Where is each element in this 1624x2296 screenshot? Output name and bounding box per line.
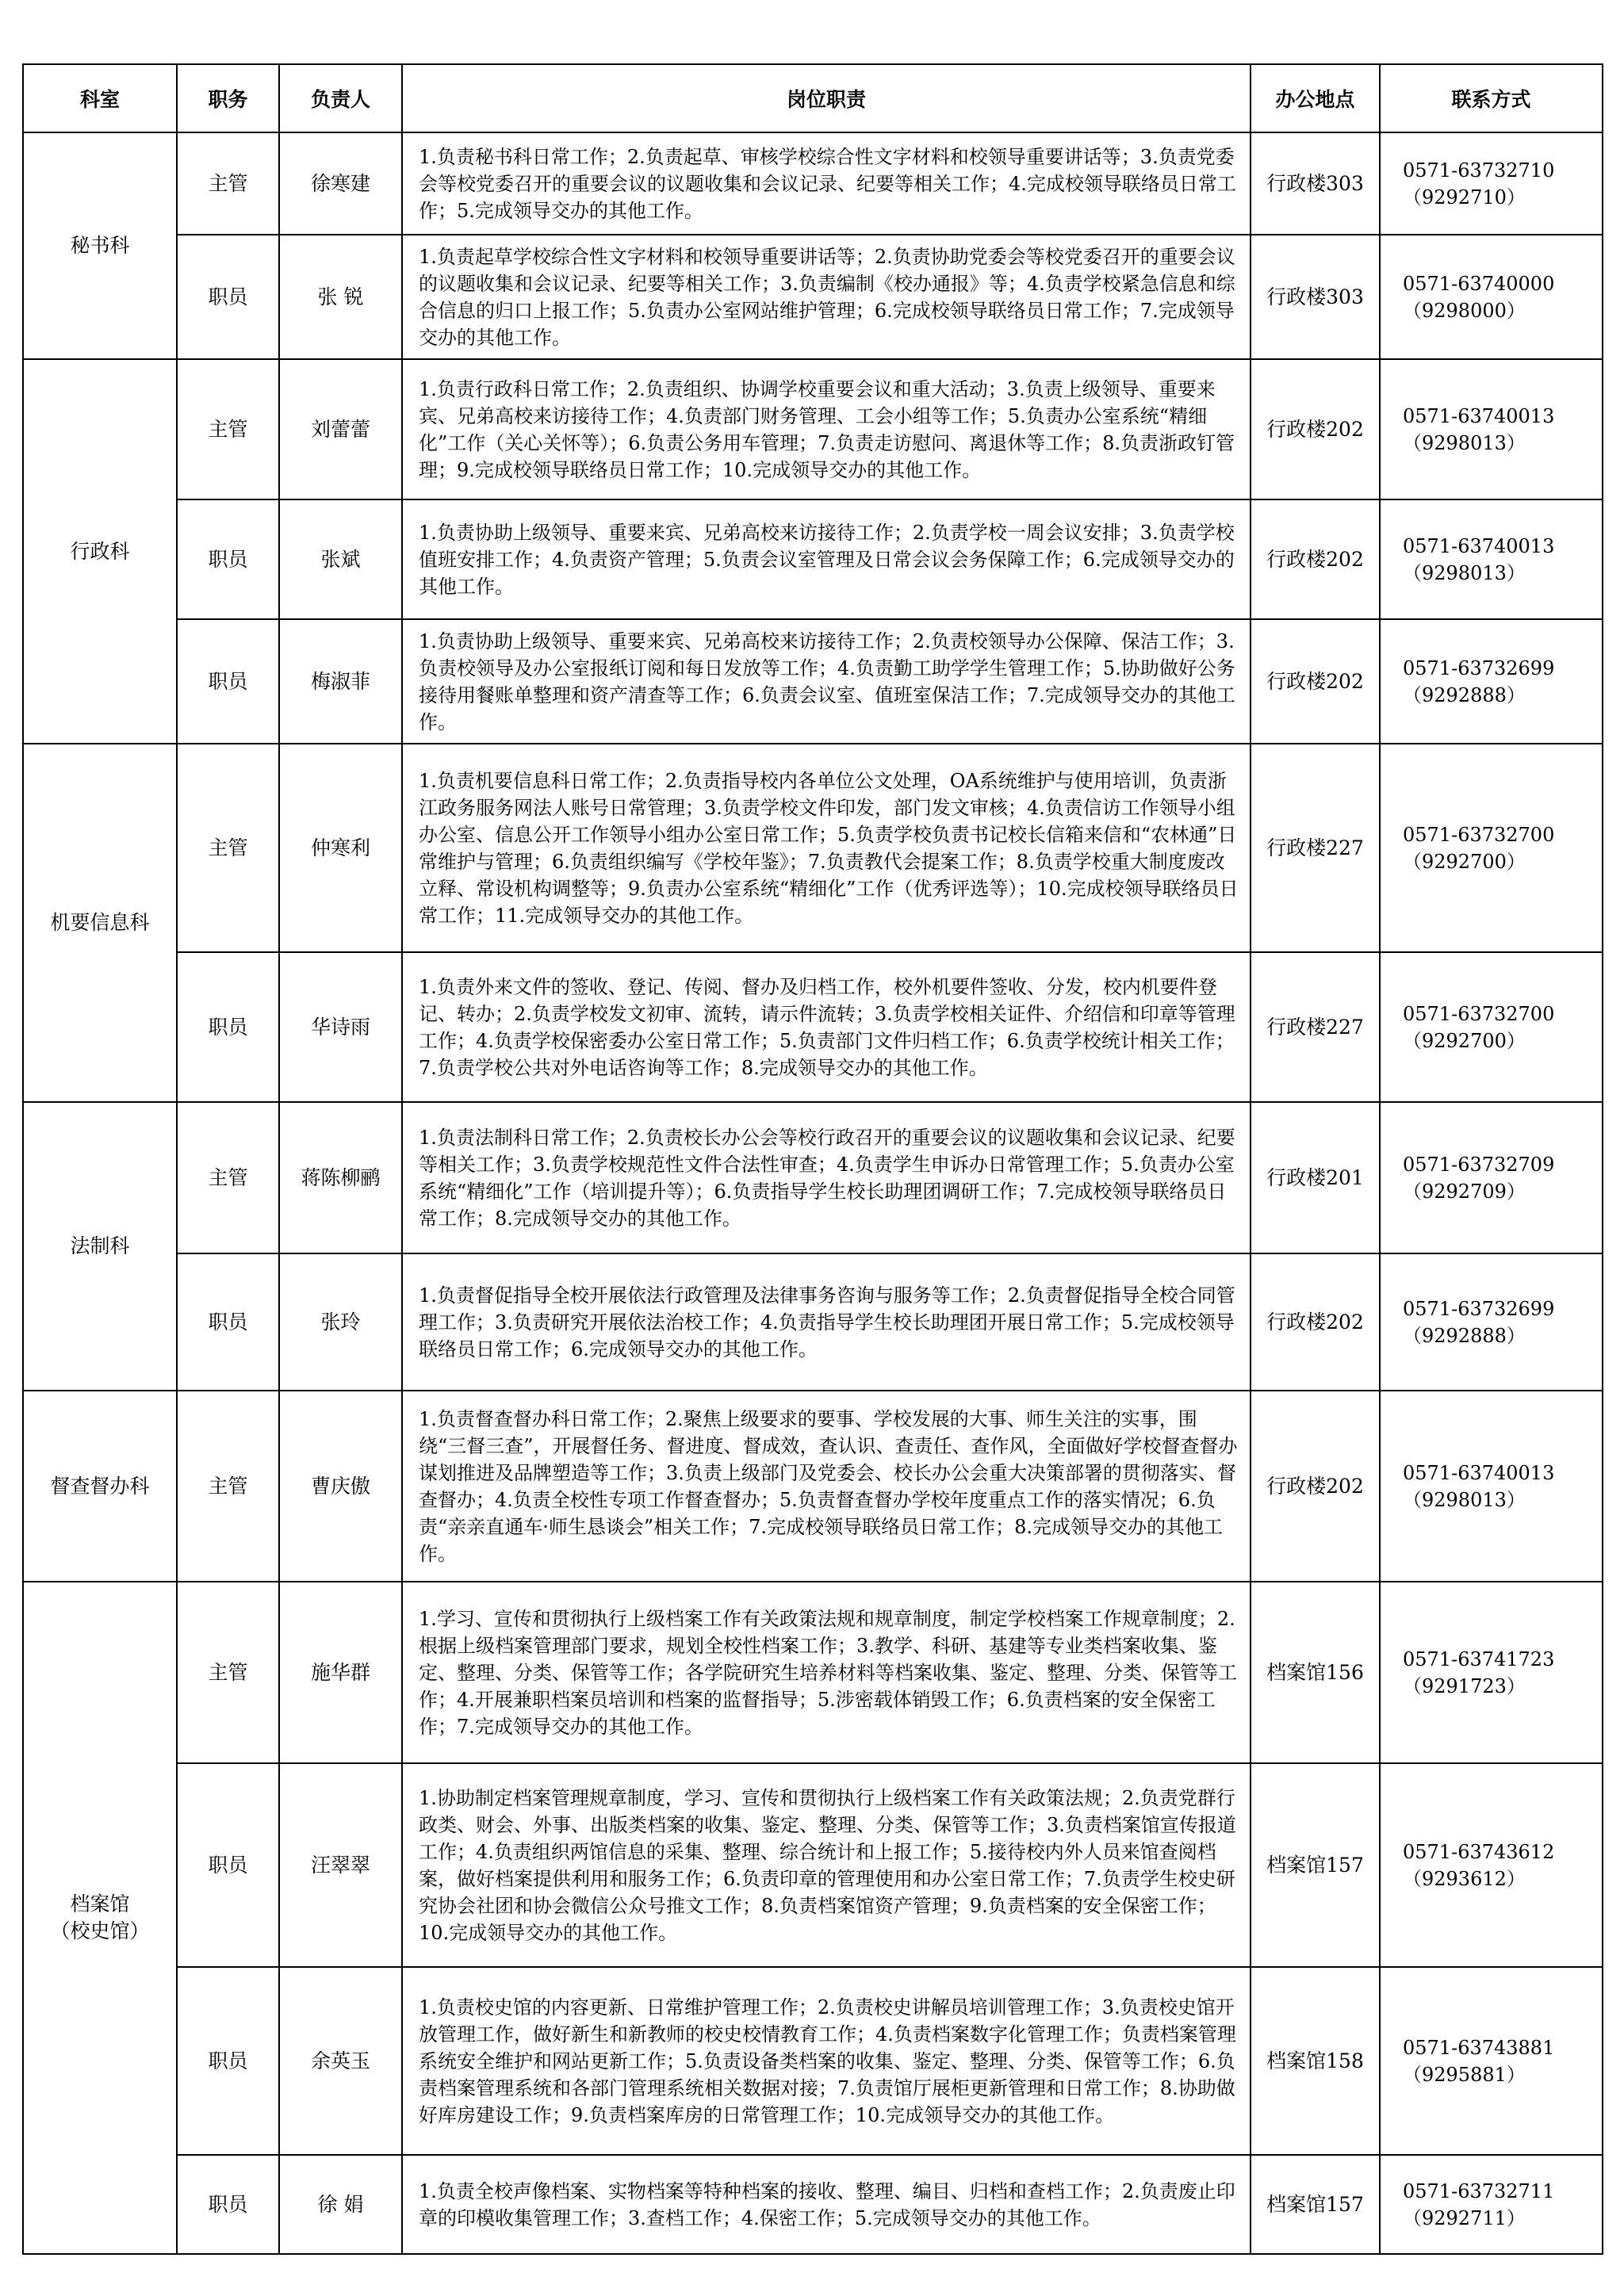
short-number: （9291723） <box>1403 1674 1526 1697</box>
duties-cell: 1.负责法制科日常工作；2.负责校长办公会等校行政召开的重要会议的议题收集和会议记录、纪要等相关工作；3.负责学校规范性文件合法性审查；4.负责学生申诉办日常管理工作；5.负责办公室系统“精细化”工作（培训提升等）；6.负责指导学生校长助理团调研工作；7.完成校领导联络员日常工作；8.完成领导交办的其他工作。 <box>402 1102 1251 1253</box>
phone-number: 0571-63743612 <box>1403 1840 1555 1863</box>
person-cell: 刘蕾蕾 <box>279 359 402 499</box>
header-office: 办公地点 <box>1251 64 1380 132</box>
dept-name-cell <box>23 1102 177 1391</box>
contact-cell <box>1380 1391 1603 1582</box>
office-cell: 行政楼202 <box>1251 359 1380 499</box>
table-row <box>23 499 1603 619</box>
header-position: 职务 <box>177 64 279 132</box>
person-cell: 曹庆傲 <box>279 1391 402 1582</box>
position-cell: 职员 <box>177 1967 279 2155</box>
phone-number: 0571-63740013 <box>1403 1461 1555 1484</box>
duties-cell: 1.学习、宣传和贯彻执行上级档案工作有关政策法规和规章制度，制定学校档案工作规章制度；2.根据上级档案管理部门要求，规划全校性档案工作；3.教学、科研、基建等专业类档案收集、鉴定、整理、分类、保管等工作；各学院研究生培养材料等档案收集、鉴定、整理、分类、保管等工作；4.开展兼职档案员培训和档案的监督指导；5.涉密载体销毁工作；6.负责档案的安全保密工作；7.完成领导交办的其他工作。 <box>402 1582 1251 1763</box>
dept-name: 档案馆 <box>70 1892 130 1915</box>
office-cell: 行政楼227 <box>1251 744 1380 952</box>
person-cell: 蒋陈柳鹂 <box>279 1102 402 1253</box>
position-cell: 主管 <box>177 132 279 235</box>
dept-name: 秘书科 <box>70 234 130 257</box>
table-row <box>23 2155 1603 2254</box>
contact-cell <box>1380 1763 1603 1967</box>
phone-number: 0571-63741723 <box>1403 1647 1555 1670</box>
duties-cell: 1.负责督查督办科日常工作；2.聚焦上级要求的要事、学校发展的大事、师生关注的实事，围绕“三督三查”，开展督任务、督进度、督成效，查认识、查责任、查作风，全面做好学校督查督办谋划推进及品牌塑造等工作；3.负责上级部门及党委会、校长办公会重大决策部署的贯彻落实、督查督办；4.负责全校性专项工作督查督办；5.负责督查督办学校年度重点工作的落实情况；6.负责“亲亲直通车·师生恳谈会”相关工作；7.完成校领导联络员日常工作；8.完成领导交办的其他工作。 <box>402 1391 1251 1582</box>
office-cell: 档案馆156 <box>1251 1582 1380 1763</box>
duties-cell: 1.负责秘书科日常工作；2.负责起草、审核学校综合性文字材料和校领导重要讲话等；3.负责党委会等校党委召开的重要会议的议题收集和会议记录、纪要等相关工作；4.完成校领导联络员日常工作；5.完成领导交办的其他工作。 <box>402 132 1251 235</box>
dept-name: 行政科 <box>70 539 130 563</box>
office-cell: 档案馆158 <box>1251 1967 1380 2155</box>
contact-cell <box>1380 132 1603 235</box>
position-cell: 职员 <box>177 2155 279 2254</box>
phone-number: 0571-63732699 <box>1403 656 1555 679</box>
contact-cell <box>1380 1102 1603 1253</box>
header-dept: 科室 <box>23 64 177 132</box>
table-row <box>23 1582 1603 1763</box>
office-cell: 档案馆157 <box>1251 1763 1380 1967</box>
position-cell: 主管 <box>177 744 279 952</box>
duties-cell: 1.负责起草学校综合性文字材料和校领导重要讲话等；2.负责协助党委会等校党委召开的重要会议的议题收集和会议记录、纪要等相关工作；3.负责编制《校办通报》等；4.负责学校紧急信息和综合信息的归口上报工作；5.负责办公室网站维护管理；6.完成校领导联络员日常工作；7.完成领导交办的其他工作。 <box>402 235 1251 359</box>
position-cell: 职员 <box>177 619 279 744</box>
short-number: （9292700） <box>1403 1029 1526 1052</box>
table-row <box>23 619 1603 744</box>
duties-cell: 1.负责校史馆的内容更新、日常维护管理工作；2.负责校史讲解员培训管理工作；3.负责校史馆开放管理工作，做好新生和新教师的校史校情教育工作；4.负责档案数字化管理工作；负责档案管理系统安全维护和网站更新工作；5.负责设备类档案的收集、鉴定、整理、分类、保管等工作；6.负责档案管理系统和各部门管理系统相关数据对接；7.负责馆厅展柜更新管理和日常工作；8.协助做好库房建设工作；9.负责档案库房的日常管理工作；10.完成领导交办的其他工作。 <box>402 1967 1251 2155</box>
duties-cell: 1.负责机要信息科日常工作；2.负责指导校内各单位公文处理，OA系统维护与使用培训，负责浙江政务服务网法人账号日常管理；3.负责学校文件印发，部门发文审核；4.负责信访工作领导小组办公室、信息公开工作领导小组办公室日常工作；5.负责学校负责书记校长信箱来信和“农林通”日常维护与管理；6.负责组织编写《学校年鉴》；7.负责教代会提案工作；8.负责学校重大制度废改立释、常设机构调整等；9.负责办公室系统“精细化”工作（优秀评选等）；10.完成校领导联络员日常工作；11.完成领导交办的其他工作。 <box>402 744 1251 952</box>
table-row <box>23 1391 1603 1582</box>
duties-cell: 1.负责外来文件的签收、登记、传阅、督办及归档工作，校外机要件签收、分发，校内机要件登记、转办；2.负责学校发文初审、流转，请示件流转；3.负责学校相关证件、介绍信和印章等管理工作；4.负责学校保密委办公室日常工作；5.负责部门文件归档工作；6.负责学校统计相关工作；7.负责学校公共对外电话咨询等工作；8.完成领导交办的其他工作。 <box>402 952 1251 1102</box>
phone-number: 0571-63740013 <box>1403 534 1555 557</box>
dept-name-sub: （校史馆） <box>50 1919 150 1942</box>
dept-name: 督查督办科 <box>50 1474 150 1498</box>
table-row <box>23 132 1603 235</box>
table-row <box>23 1763 1603 1967</box>
dept-name-cell <box>23 359 177 744</box>
person-cell: 徐寒建 <box>279 132 402 235</box>
short-number: （9292888） <box>1403 683 1526 706</box>
position-cell: 主管 <box>177 359 279 499</box>
short-number: （9295881） <box>1403 2063 1526 2086</box>
duties-cell: 1.负责全校声像档案、实物档案等特种档案的接收、整理、编目、归档和查档工作；2.负责废止印章的印模收集管理工作；3.查档工作；4.保密工作；5.完成领导交办的其他工作。 <box>402 2155 1251 2254</box>
header-row <box>23 64 1603 132</box>
short-number: （9293612） <box>1403 1867 1526 1890</box>
duties-cell: 1.负责协助上级领导、重要来宾、兄弟高校来访接待工作；2.负责学校一周会议安排；3.负责学校值班安排工作；4.负责资产管理；5.负责会议室管理及日常会议会务保障工作；6.完成领导交办的其他工作。 <box>402 499 1251 619</box>
person-cell: 汪翠翠 <box>279 1763 402 1967</box>
office-cell: 行政楼201 <box>1251 1102 1380 1253</box>
short-number: （9292711） <box>1403 2206 1526 2229</box>
person-cell: 张 锐 <box>279 235 402 359</box>
dept-name-cell <box>23 132 177 359</box>
header-person: 负责人 <box>279 64 402 132</box>
header-contact: 联系方式 <box>1380 64 1603 132</box>
duty-table-container <box>22 63 1603 2255</box>
person-cell: 华诗雨 <box>279 952 402 1102</box>
office-cell: 行政楼227 <box>1251 952 1380 1102</box>
table-row <box>23 1967 1603 2155</box>
short-number: （9292700） <box>1403 850 1526 873</box>
contact-cell <box>1380 744 1603 952</box>
person-cell: 仲寒利 <box>279 744 402 952</box>
table-row <box>23 1102 1603 1253</box>
duties-cell: 1.协助制定档案管理规章制度，学习、宣传和贯彻执行上级档案工作有关政策法规；2.负责党群行政类、财会、外事、出版类档案的收集、鉴定、整理、分类、保管等工作；3.负责档案馆宣传报道工作；4.负责组织两馆信息的采集、整理、综合统计和上报工作；5.接待校内外人员来馆查阅档案，做好档案提供利用和服务工作；6.负责印章的管理使用和办公室日常工作；7.负责学生校史研究协会社团和协会微信公众号推文工作；8.负责档案馆资产管理；9.负责档案的安全保密工作；10.完成领导交办的其他工作。 <box>402 1763 1251 1967</box>
office-cell: 行政楼303 <box>1251 132 1380 235</box>
dept-name-cell <box>23 1582 177 2254</box>
contact-cell <box>1380 1582 1603 1763</box>
office-cell: 行政楼202 <box>1251 619 1380 744</box>
person-cell: 徐 娟 <box>279 2155 402 2254</box>
contact-cell <box>1380 1253 1603 1391</box>
table-row <box>23 952 1603 1102</box>
phone-number: 0571-63732710 <box>1403 159 1555 182</box>
duties-cell: 1.负责协助上级领导、重要来宾、兄弟高校来访接待工作；2.负责校领导办公保障、保洁工作；3.负责校领导及办公室报纸订阅和每日发放等工作；4.负责勤工助学学生管理工作；5.协助做好公务接待用餐账单整理和资产清查等工作；6.负责会议室、值班室保洁工作；7.完成领导交办的其他工作。 <box>402 619 1251 744</box>
position-cell: 主管 <box>177 1582 279 1763</box>
contact-cell <box>1380 499 1603 619</box>
position-cell: 职员 <box>177 235 279 359</box>
person-cell: 施华群 <box>279 1582 402 1763</box>
contact-cell <box>1380 1967 1603 2155</box>
office-cell: 行政楼303 <box>1251 235 1380 359</box>
table-row <box>23 744 1603 952</box>
duties-cell: 1.负责行政科日常工作；2.负责组织、协调学校重要会议和重大活动；3.负责上级领导、重要来宾、兄弟高校来访接待工作；4.负责部门财务管理、工会小组等工作；5.负责办公室系统“精细化”工作（关心关怀等）；6.负责公务用车管理；7.负责走访慰问、离退休等工作；8.负责浙政钉管理；9.完成校领导联络员日常工作；10.完成领导交办的其他工作。 <box>402 359 1251 499</box>
office-cell: 档案馆157 <box>1251 2155 1380 2254</box>
short-number: （9298013） <box>1403 1488 1526 1511</box>
short-number: （9292710） <box>1403 186 1526 209</box>
position-cell: 职员 <box>177 952 279 1102</box>
office-cell: 行政楼202 <box>1251 1391 1380 1582</box>
office-cell: 行政楼202 <box>1251 1253 1380 1391</box>
header-duties: 岗位职责 <box>402 64 1251 132</box>
phone-number: 0571-63732700 <box>1403 823 1555 846</box>
position-cell: 职员 <box>177 1253 279 1391</box>
person-cell: 梅淑菲 <box>279 619 402 744</box>
table-row <box>23 1253 1603 1391</box>
phone-number: 0571-63732700 <box>1403 1002 1555 1025</box>
dept-name-cell <box>23 744 177 1102</box>
office-cell: 行政楼202 <box>1251 499 1380 619</box>
dept-name: 机要信息科 <box>50 911 150 934</box>
phone-number: 0571-63740013 <box>1403 404 1555 427</box>
position-cell: 职员 <box>177 1763 279 1967</box>
phone-number: 0571-63732699 <box>1403 1297 1555 1320</box>
person-cell: 张斌 <box>279 499 402 619</box>
phone-number: 0571-63743881 <box>1403 2036 1555 2059</box>
short-number: （9292709） <box>1403 1180 1526 1203</box>
contact-cell <box>1380 952 1603 1102</box>
position-cell: 职员 <box>177 499 279 619</box>
duty-table <box>22 63 1603 2255</box>
short-number: （9292888） <box>1403 1324 1526 1347</box>
table-row <box>23 359 1603 499</box>
short-number: （9298013） <box>1403 431 1526 454</box>
table-row <box>23 235 1603 359</box>
person-cell: 张玲 <box>279 1253 402 1391</box>
contact-cell <box>1380 619 1603 744</box>
contact-cell <box>1380 359 1603 499</box>
short-number: （9298000） <box>1403 299 1526 322</box>
dept-name: 法制科 <box>70 1234 130 1257</box>
position-cell: 主管 <box>177 1391 279 1582</box>
contact-cell <box>1380 2155 1603 2254</box>
person-cell: 余英玉 <box>279 1967 402 2155</box>
phone-number: 0571-63732711 <box>1403 2179 1555 2202</box>
phone-number: 0571-63740000 <box>1403 272 1555 295</box>
phone-number: 0571-63732709 <box>1403 1153 1555 1176</box>
dept-name-cell <box>23 1391 177 1582</box>
position-cell: 主管 <box>177 1102 279 1253</box>
short-number: （9298013） <box>1403 561 1526 584</box>
duties-cell: 1.负责督促指导全校开展依法行政管理及法律事务咨询与服务等工作；2.负责督促指导全校合同管理工作；3.负责研究开展依法治校工作；4.负责指导学生校长助理团开展日常工作；5.完成校领导联络员日常工作；6.完成领导交办的其他工作。 <box>402 1253 1251 1391</box>
contact-cell <box>1380 235 1603 359</box>
